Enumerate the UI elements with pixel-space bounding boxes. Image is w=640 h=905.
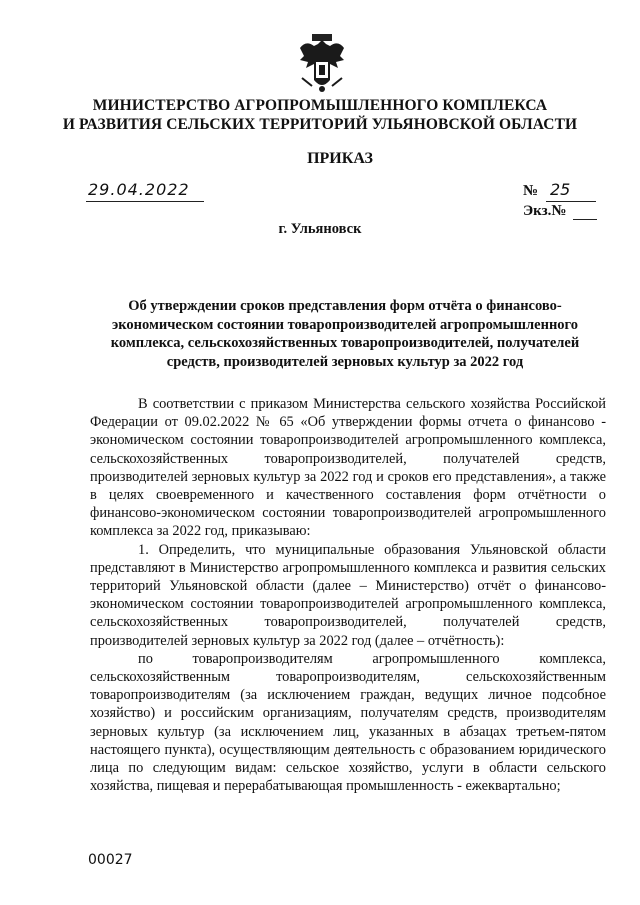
document-code: 00027 [88, 852, 133, 868]
order-body [90, 395, 606, 795]
body-paragraph-item-1: 1. Определить, что муниципальные образования Ульяновской области представляют в Министерство агропромышленного комплекса и развития сельских территорий Ульяновской области (далее – Министерство) отчёт о финансово-экономическом состоянии товаропроизводителей агропромышленного комплекса, сельскохозяйственных товаропроизводителей, получателей средств, производителей зерновых культур за 2022 год (далее – отчётность): [90, 541, 606, 649]
ministry-name-line1: МИНИСТЕРСТВО АГРОПРОМЫШЛЕННОГО КОМПЛЕКСА [92, 97, 548, 114]
ministry-name-line2: И РАЗВИТИЯ СЕЛЬСКИХ ТЕРРИТОРИЙ УЛЬЯНОВСКОЙ ОБЛАСТИ [62, 116, 578, 133]
document-type-title: ПРИКАЗ [307, 150, 373, 167]
copy-number-underline [573, 219, 597, 220]
order-date: 29.04.2022 [88, 180, 190, 199]
city: г. Ульяновск [278, 221, 362, 237]
copy-number-label: Экз.№ [523, 203, 567, 219]
body-paragraph-preamble: В соответствии с приказом Министерства сельского хозяйства Российской Федерации от 09.02.2022 № 65 «Об утверждении формы отчета о финансово - экономическом состоянии товаропроизводителей агропромышленного комплекса, сельскохозяйственных товаропроизводителей, получателей средств, производителей зерновых культур за 2022 год и сроков его представления», а также в целях своевременного и качественного составления форм отчётности о финансово-экономическом состоянии товаропроизводителей агропромышленного комплекса за 2022 год, приказываю: [90, 396, 606, 540]
coat-of-arms-emblem [296, 34, 348, 94]
body-paragraph-quarterly: по товаропроизводителям агропромышленного комплекса, сельскохозяйственным товаропроизводителям, сельскохозяйственным товаропроизводителям (за исключением граждан, ведущих личное подсобное хозяйство) и российским организациям, получателям средств, производителям зерновых культур (за исключением лиц, указанных в абзацах третьем-пятом настоящего пункта), осуществляющим деятельность с образованием юридического лица по следующим видам: сельское хозяйство, услуги в области сельского хозяйства, пищевая и перерабатывающая промышленность - ежеквартально; [90, 650, 606, 795]
order-subject: Об утверждении сроков представления форм отчёта о финансово-экономическом состоянии товаропроизводителей агропромышленного комплекса, сельскохозяйственных товаропроизводителей, получателей средств, производителей зерновых культур за 2022 год [110, 298, 580, 370]
order-number: 25 [550, 180, 571, 199]
number-underline [546, 201, 596, 202]
order-number-label: № [523, 183, 539, 199]
date-underline [86, 201, 204, 202]
